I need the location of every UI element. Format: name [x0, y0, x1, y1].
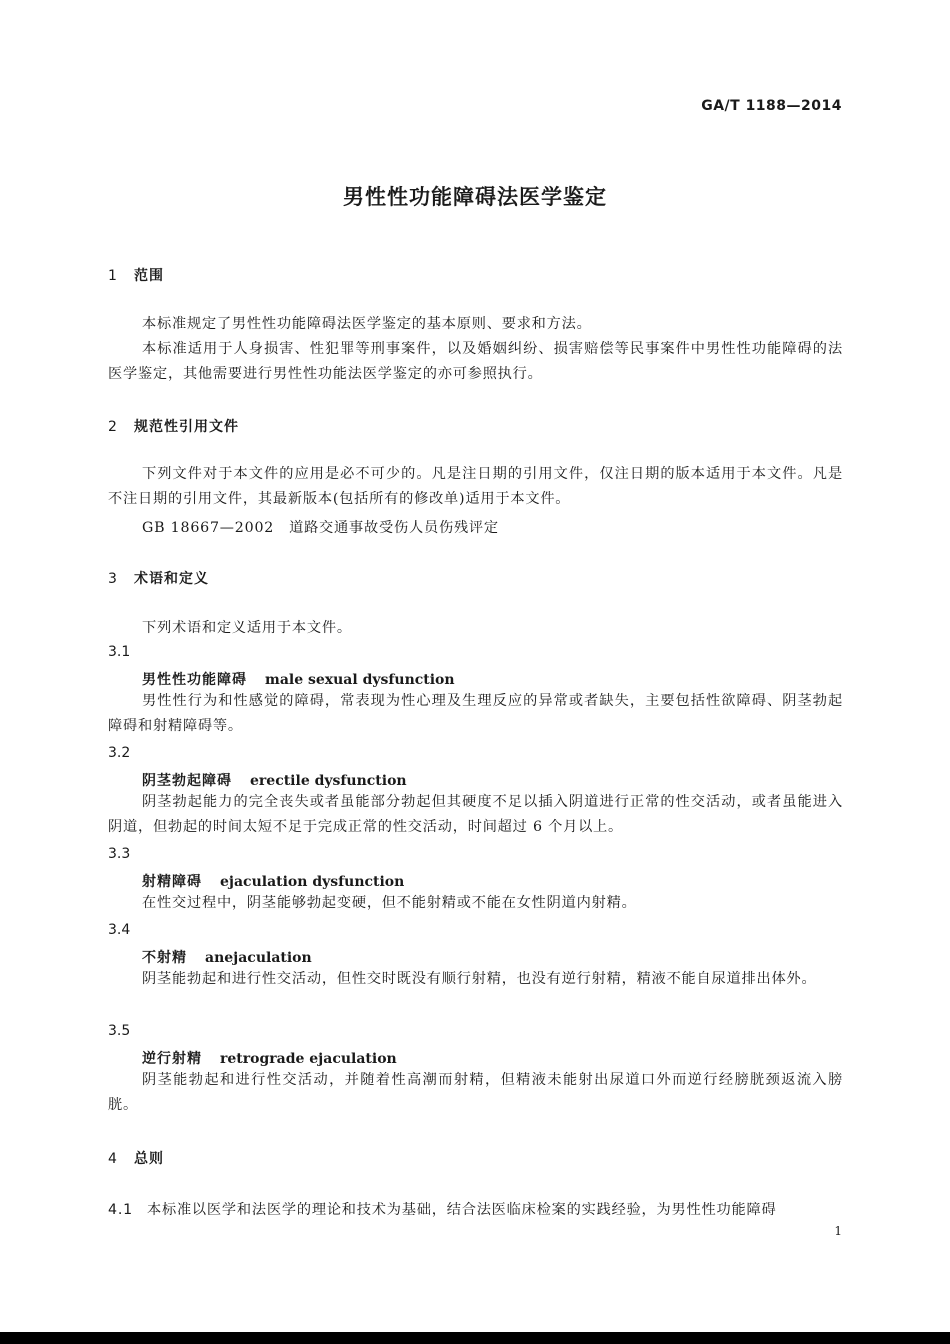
section-4-heading: [108, 1148, 164, 1168]
term-number: 3.2: [108, 745, 131, 761]
term-chinese: 不射精: [142, 950, 187, 966]
term-definition: 阴茎能勃起和进行性交活动，并随着性高潮而射精，但精液未能射出尿道口外而逆行经膀胱颈返流入膀胱。: [108, 1072, 843, 1114]
section-3-paragraph-1: 下列术语和定义适用于本文件。: [142, 620, 352, 636]
section-2-heading: [108, 416, 239, 436]
standard-code: GA/T 1188—2014: [701, 98, 842, 114]
section-1-paragraph-2: 本标准适用于人身损害、性犯罪等刑事案件，以及婚姻纠纷、损害赔偿等民事案件中男性性功能障碍的法医学鉴定，其他需要进行男性性功能法医学鉴定的亦可参照执行。: [108, 341, 843, 383]
term-chinese: 逆行射精: [142, 1051, 202, 1067]
document-title: 男性性功能障碍法医学鉴定: [343, 185, 607, 209]
term-definition: 阴茎勃起能力的完全丧失或者虽能部分勃起但其硬度不足以插入阴道进行正常的性交活动，或者虽能进入阴道，但勃起的时间太短不足于完成正常的性交活动，时间超过 6 个月以上。: [108, 794, 843, 836]
term-english: retrograde ejaculation: [220, 1051, 397, 1067]
section-number: 1: [108, 268, 118, 284]
term-number: 3.5: [108, 1023, 131, 1039]
term-heading: [142, 1048, 397, 1068]
section-number: 4: [108, 1151, 118, 1167]
term-english: male sexual dysfunction: [265, 672, 455, 688]
clause-text: 本标准以医学和法医学的理论和技术为基础，结合法医临床检案的实践经验，为男性性功能障碍: [146, 1202, 777, 1218]
term-number: 3.1: [108, 644, 131, 660]
section-title: 术语和定义: [134, 571, 209, 587]
term-heading: [142, 669, 455, 689]
term-number: 3.4: [108, 922, 131, 938]
section-title: 总则: [134, 1151, 164, 1167]
term-heading: [142, 947, 312, 967]
section-title: 规范性引用文件: [134, 419, 239, 435]
term-heading: [142, 770, 407, 790]
section-number: 3: [108, 571, 118, 587]
section-title: 范围: [134, 268, 164, 284]
section-1-heading: [108, 265, 164, 285]
section-3-heading: [108, 568, 209, 588]
term-english: ejaculation dysfunction: [220, 874, 405, 890]
term-english: erectile dysfunction: [250, 773, 407, 789]
term-definition: 在性交过程中，阴茎能够勃起变硬，但不能射精或不能在女性阴道内射精。: [142, 895, 637, 911]
page-number: 1: [834, 1224, 842, 1238]
clause-4-1: [108, 1199, 843, 1219]
term-chinese: 男性性功能障碍: [142, 672, 247, 688]
section-1-paragraph-1: 本标准规定了男性性功能障碍法医学鉴定的基本原则、要求和方法。: [142, 316, 592, 332]
term-number: 3.3: [108, 846, 131, 862]
bottom-border: [0, 1332, 950, 1344]
section-number: 2: [108, 419, 118, 435]
normative-reference: GB 18667—2002 道路交通事故受伤人员伤残评定: [142, 520, 499, 536]
term-chinese: 射精障碍: [142, 874, 202, 890]
term-definition: 阴茎能勃起和进行性交活动，但性交时既没有顺行射精，也没有逆行射精，精液不能自尿道排出体外。: [142, 971, 817, 987]
term-heading: [142, 871, 404, 891]
term-english: anejaculation: [205, 950, 312, 966]
term-chinese: 阴茎勃起障碍: [142, 773, 232, 789]
section-2-paragraph-1: 下列文件对于本文件的应用是必不可少的。凡是注日期的引用文件，仅注日期的版本适用于本文件。凡是不注日期的引用文件，其最新版本(包括所有的修改单)适用于本文件。: [108, 466, 843, 508]
clause-number: 4.1: [108, 1202, 133, 1218]
term-definition: 男性性行为和性感觉的障碍，常表现为性心理及生理反应的异常或者缺失，主要包括性欲障碍、阴茎勃起障碍和射精障碍等。: [108, 693, 843, 735]
